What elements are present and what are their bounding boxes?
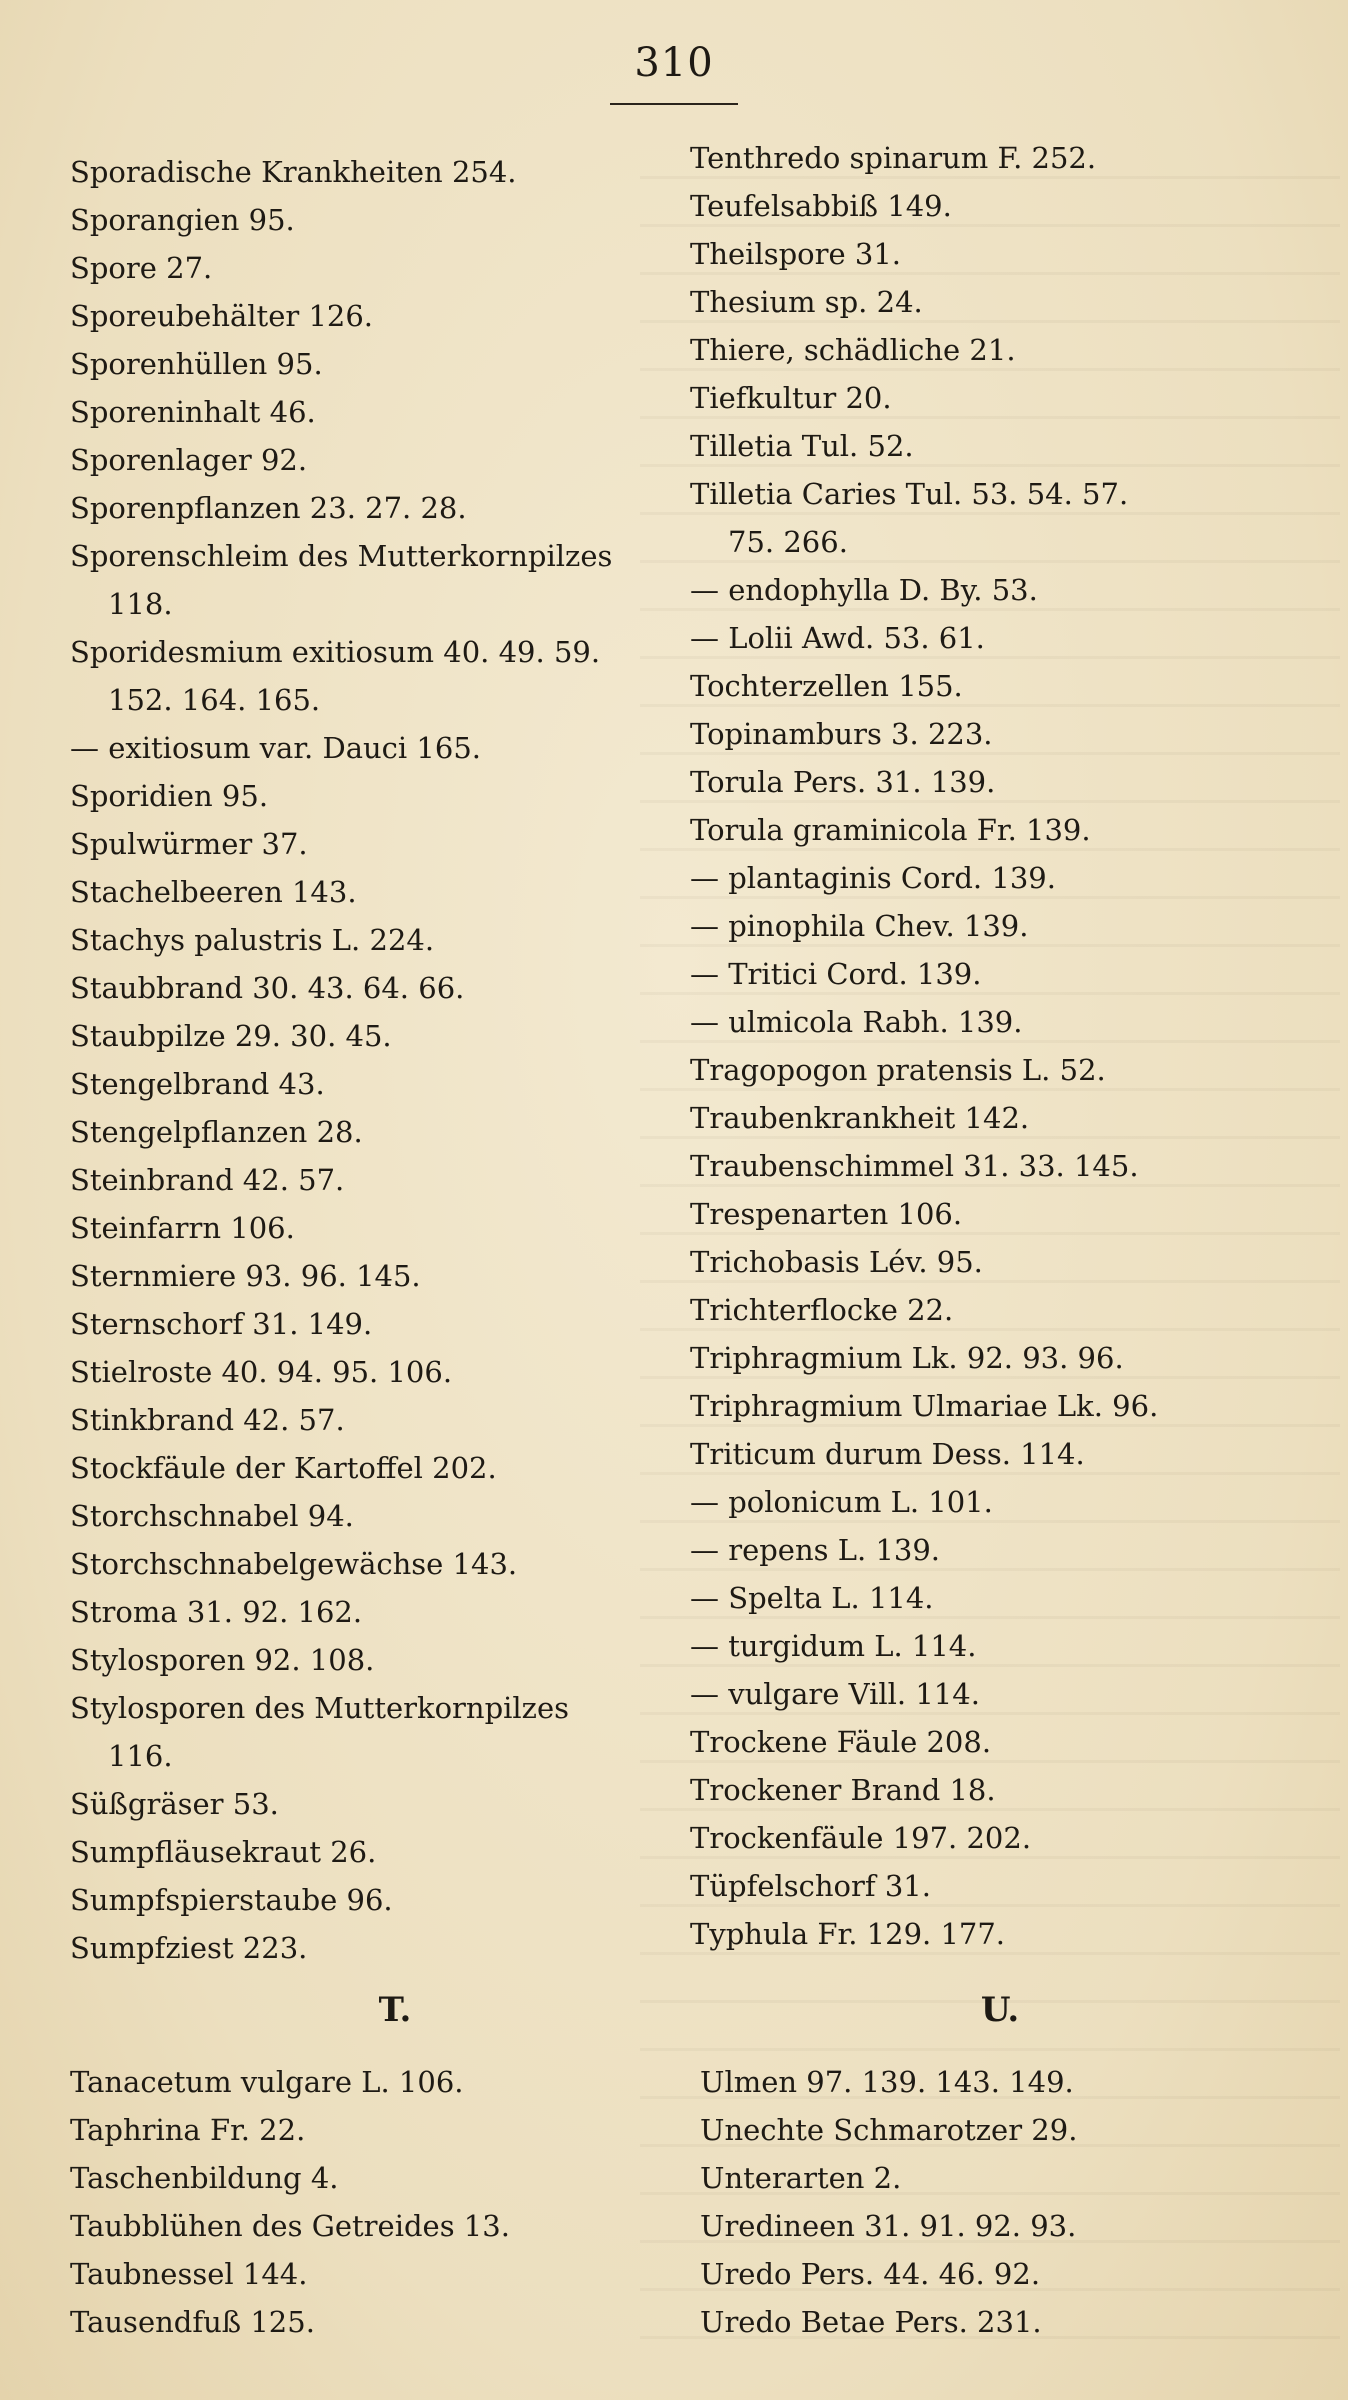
index-entry: Sporangien 95. [70,203,295,237]
index-entry: Trockene Fäule 208. [690,1725,992,1759]
index-entry: Uredo Pers. 44. 46. 92. [700,2257,1041,2291]
index-entry: Trichobasis Lév. 95. [690,1245,983,1279]
index-entry: Sporadische Krankheiten 254. [70,155,517,189]
index-entry: Taphrina Fr. 22. [70,2113,306,2147]
index-entry: Tüpfelschorf 31. [690,1869,931,1903]
right-column-bottom [700,2058,1320,2346]
index-entry: Topinamburs 3. 223. [690,717,993,751]
right-column-top [690,134,1310,1958]
index-entry: Triphragmium Lk. 92. 93. 96. [690,1341,1124,1375]
index-entry: Stylosporen 92. 108. [70,1643,375,1677]
index-entry: — Lolii Awd. 53. 61. [690,621,985,655]
index-entry: Unechte Schmarotzer 29. [700,2113,1078,2147]
index-entry: Ulmen 97. 139. 143. 149. [700,2065,1074,2099]
index-entry: Sporenhüllen 95. [70,347,323,381]
index-entry: Sumpfspierstaube 96. [70,1883,393,1917]
index-entry: Stielroste 40. 94. 95. 106. [70,1355,453,1389]
index-entry: Uredineen 31. 91. 92. 93. [700,2209,1077,2243]
index-entry: Triphragmium Ulmariae Lk. 96. [690,1389,1159,1423]
index-entry: — turgidum L. 114. [690,1629,977,1663]
index-entry: Stinkbrand 42. 57. [70,1403,345,1437]
index-entry: Tiefkultur 20. [690,381,892,415]
index-entry: — exitiosum var. Dauci 165. [70,731,481,765]
index-entry: 116. [108,1739,173,1773]
index-entry: — polonicum L. 101. [690,1485,993,1519]
index-entry: — Tritici Cord. 139. [690,957,982,991]
index-entry: Sporenschleim des Mutterkornpilzes [70,539,613,573]
index-entry: Steinfarrn 106. [70,1211,295,1245]
page-number: 310 [634,40,714,86]
left-column-bottom [70,2058,690,2346]
index-entry: 152. 164. 165. [108,683,321,717]
index-entry: Spulwürmer 37. [70,827,308,861]
index-entry: Sumpfziest 223. [70,1931,308,1965]
index-entry: Tilletia Caries Tul. 53. 54. 57. [690,477,1129,511]
index-entry: Traubenschimmel 31. 33. 145. [690,1149,1139,1183]
index-entry: Uredo Betae Pers. 231. [700,2305,1042,2339]
index-entry: Staubpilze 29. 30. 45. [70,1019,392,1053]
index-entry: Tragopogon pratensis L. 52. [690,1053,1106,1087]
index-entry: Taubnessel 144. [70,2257,308,2291]
index-entry: — Spelta L. 114. [690,1581,934,1615]
index-entry: Trockener Brand 18. [690,1773,996,1807]
index-entry: Torula graminicola Fr. 139. [690,813,1091,847]
index-entry: Spore 27. [70,251,213,285]
index-entry: Trichterflocke 22. [690,1293,954,1327]
index-entry: Triticum durum Dess. 114. [690,1437,1085,1471]
index-entry: Staubbrand 30. 43. 64. 66. [70,971,465,1005]
index-entry: Tilletia Tul. 52. [690,429,914,463]
index-entry: Sporeubehälter 126. [70,299,374,333]
index-entry: Stylosporen des Mutterkornpilzes [70,1691,570,1725]
index-entry: — ulmicola Rabh. 139. [690,1005,1023,1039]
index-entry: Sternschorf 31. 149. [70,1307,373,1341]
index-entry: — repens L. 139. [690,1533,941,1567]
index-entry: Storchschnabel 94. [70,1499,354,1533]
index-entry: Typhula Fr. 129. 177. [690,1917,1006,1951]
index-entry: Sporenpflanzen 23. 27. 28. [70,491,467,525]
index-entry: Tanacetum vulgare L. 106. [70,2065,464,2099]
index-entry: Sumpfläusekraut 26. [70,1835,377,1869]
index-entry: Stengelpflanzen 28. [70,1115,363,1149]
index-entry: Theilspore 31. [690,237,902,271]
left-column-top [70,148,690,1972]
index-entry: Traubenkrankheit 142. [690,1101,1030,1135]
index-entry: Stockfäule der Kartoffel 202. [70,1451,497,1485]
index-entry: 75. 266. [728,525,848,559]
index-entry: — vulgare Vill. 114. [690,1677,980,1711]
index-entry: Taubblühen des Getreides 13. [70,2209,510,2243]
index-entry: Storchschnabelgewächse 143. [70,1547,518,1581]
index-entry: Steinbrand 42. 57. [70,1163,345,1197]
index-entry: Thiere, schädliche 21. [690,333,1016,367]
index-entry: Trockenfäule 197. 202. [690,1821,1032,1855]
index-entry: Sporidien 95. [70,779,269,813]
section-heading-u: U. [980,1990,1020,2030]
index-entry: Süßgräser 53. [70,1787,279,1821]
index-entry: Sporenlager 92. [70,443,308,477]
index-entry: Stroma 31. 92. 162. [70,1595,363,1629]
index-entry: Unterarten 2. [700,2161,902,2195]
index-entry: Teufelsabbiß 149. [690,189,952,223]
index-entry: Sternmiere 93. 96. 145. [70,1259,421,1293]
index-entry: Tausendfuß 125. [70,2305,315,2339]
section-heading-t: T. [378,1990,412,2030]
index-entry: Stengelbrand 43. [70,1067,325,1101]
index-entry: Torula Pers. 31. 139. [690,765,996,799]
index-entry: Stachys palustris L. 224. [70,923,435,957]
page-number-rule [610,103,738,105]
index-entry: Tochterzellen 155. [690,669,963,703]
index-entry: — pinophila Chev. 139. [690,909,1029,943]
index-entry: Sporidesmium exitiosum 40. 49. 59. [70,635,601,669]
index-entry: — plantaginis Cord. 139. [690,861,1056,895]
index-entry: Tenthredo spinarum F. 252. [690,141,1097,175]
index-entry: Sporeninhalt 46. [70,395,316,429]
index-entry: — endophylla D. By. 53. [690,573,1038,607]
index-entry: Stachelbeeren 143. [70,875,357,909]
index-entry: Thesium sp. 24. [690,285,923,319]
index-entry: Trespenarten 106. [690,1197,963,1231]
index-entry: Taschenbildung 4. [70,2161,339,2195]
index-entry: 118. [108,587,173,621]
